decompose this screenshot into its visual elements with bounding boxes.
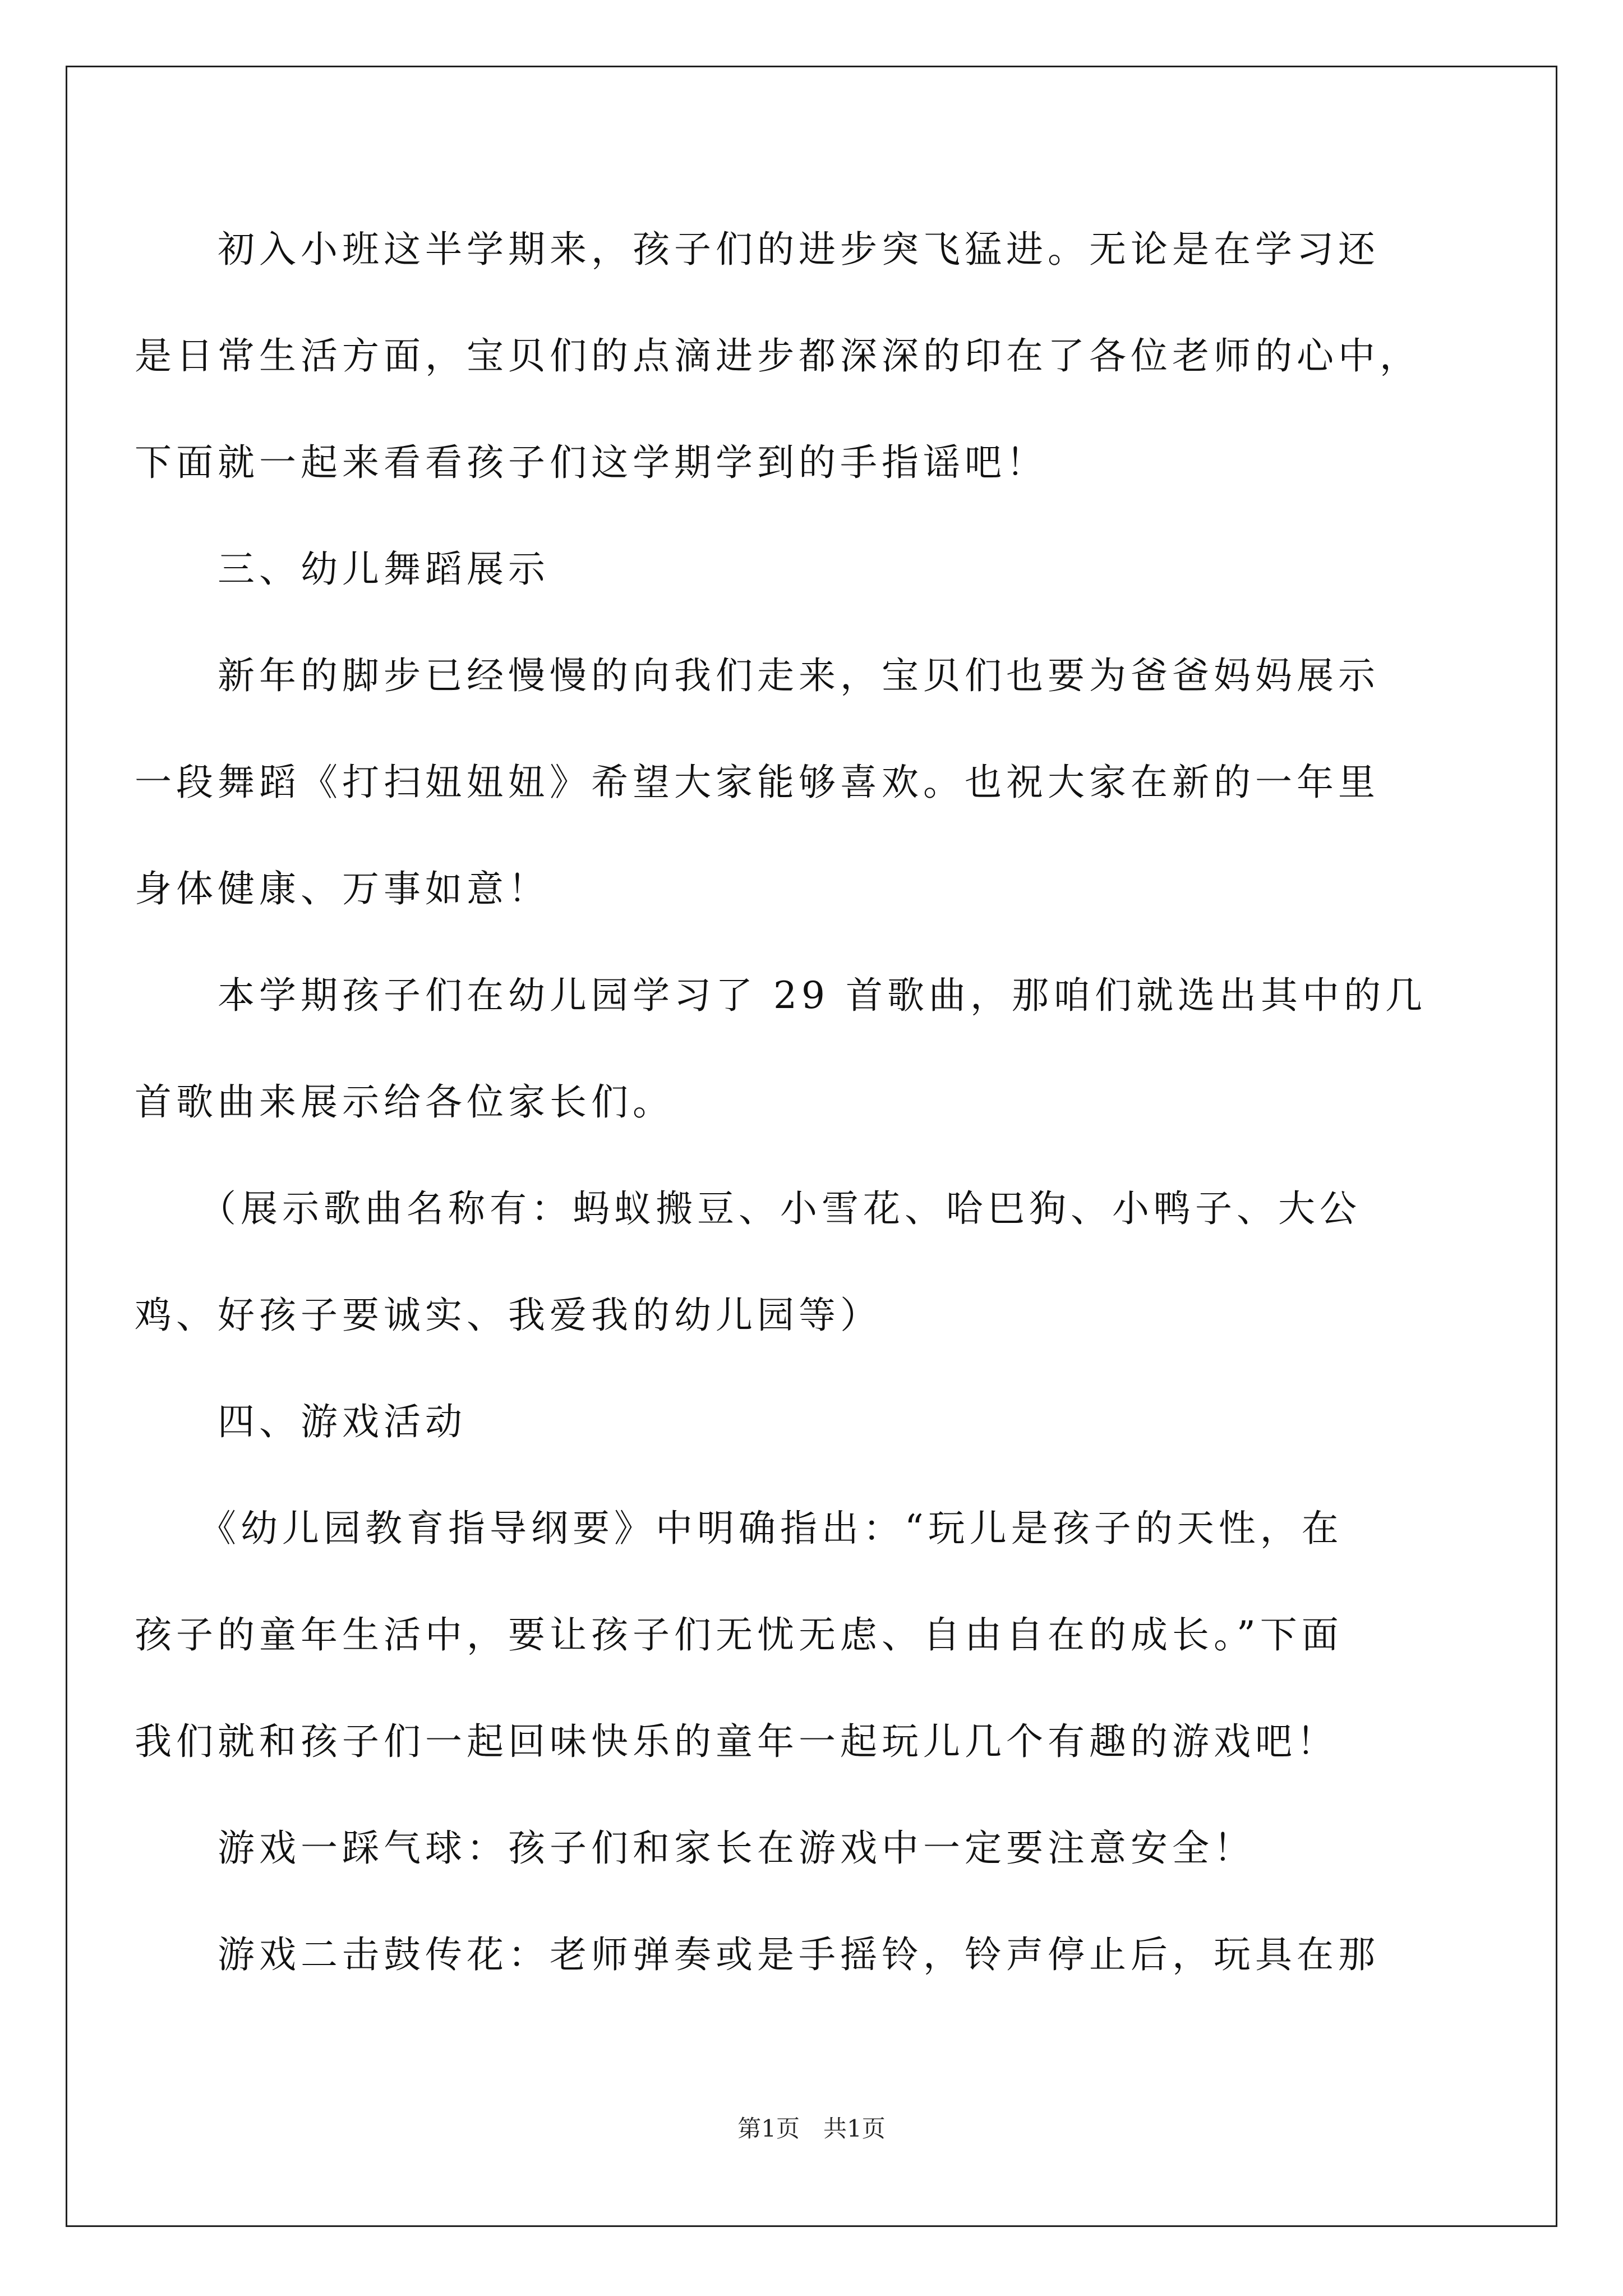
section-heading: 三、幼儿舞蹈展示	[135, 547, 550, 591]
text-line: 一段舞蹈《打扫妞妞妞》希望大家能够喜欢。也祝大家在新的一年里	[135, 761, 1380, 804]
text-line: 初入小班这半学期来，孩子们的进步突飞猛进。无论是在学习还	[135, 228, 1380, 271]
text-line: 是日常生活方面，宝贝们的点滴进步都深深的印在了各位老师的心中，	[135, 334, 1421, 378]
text-line: （展示歌曲名称有：蚂蚁搬豆、小雪花、哈巴狗、小鸭子、大公	[135, 1187, 1361, 1230]
text-line: 游戏一踩气球：孩子们和家长在游戏中一定要注意安全！	[135, 1826, 1255, 1870]
text-line: 我们就和孩子们一起回味快乐的童年一起玩儿几个有趣的游戏吧！	[135, 1720, 1338, 1763]
text-line: 孩子的童年生活中，要让孩子们无忧无虑、自由自在的成长。”下面	[135, 1613, 1343, 1657]
text-line: 身体健康、万事如意！	[135, 867, 550, 910]
text-line: 下面就一起来看看孩子们这学期学到的手指谣吧！	[135, 441, 1048, 484]
text-line: 本学期孩子们在幼儿园学习了 29 首歌曲，那咱们就选出其中的几	[135, 974, 1427, 1017]
page-border	[66, 66, 1557, 2227]
text-line: 《幼儿园教育指导纲要》中明确指出：“玩儿是孩子的天性，在	[135, 1507, 1343, 1550]
text-line: 游戏二击鼓传花：老师弹奏或是手摇铃，铃声停止后，玩具在那	[135, 1933, 1380, 1976]
section-heading: 四、游戏活动	[135, 1400, 467, 1443]
text-line: 鸡、好孩子要诚实、我爱我的幼儿园等）	[135, 1294, 882, 1337]
text-line: 首歌曲来展示给各位家长们。	[135, 1080, 674, 1124]
page-number: 第1页 共1页	[737, 2115, 886, 2142]
text-line: 新年的脚步已经慢慢的向我们走来，宝贝们也要为爸爸妈妈展示	[135, 654, 1380, 697]
